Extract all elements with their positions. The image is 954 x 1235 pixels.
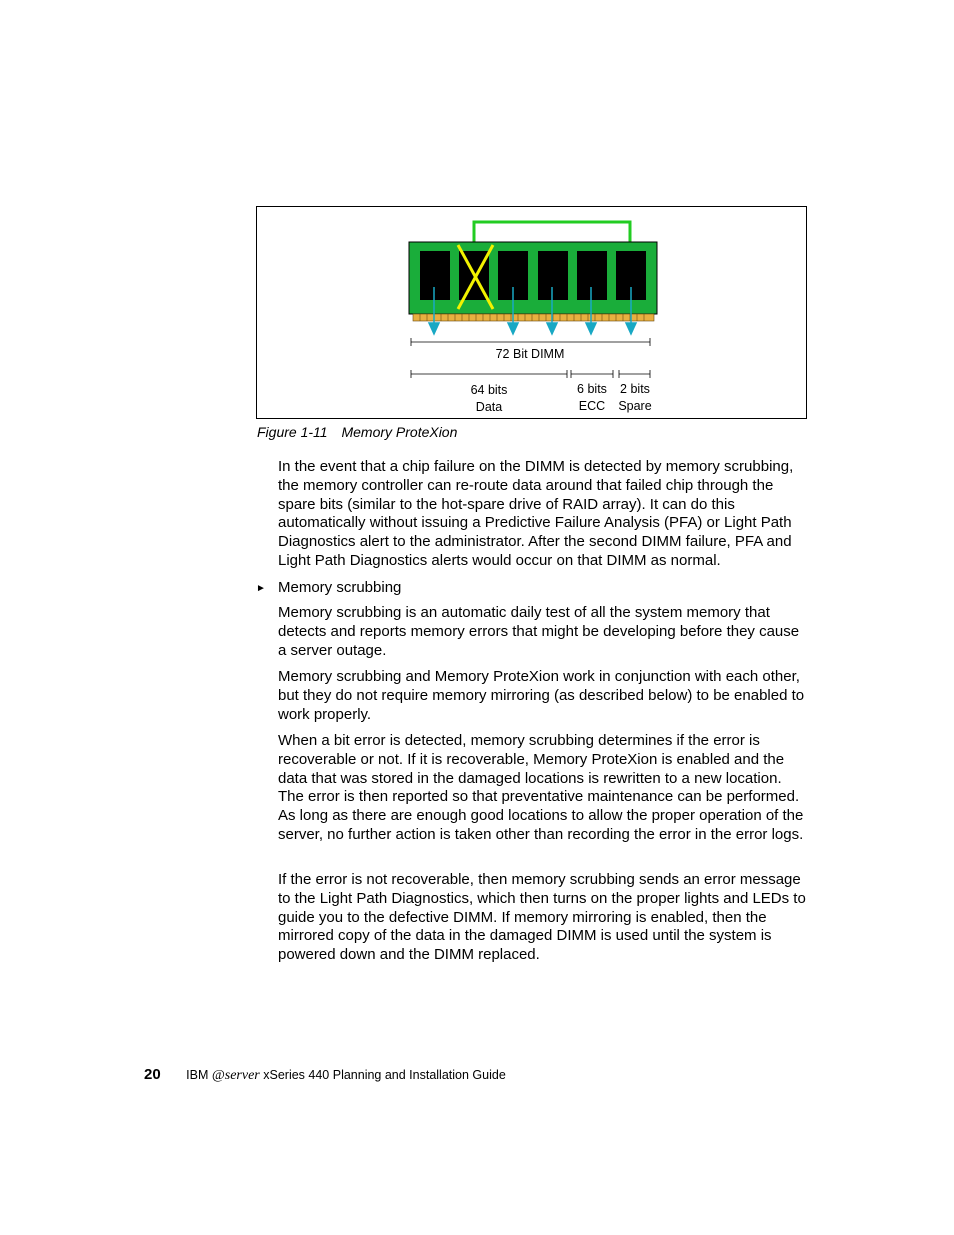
page-footer bbox=[144, 1066, 506, 1084]
memory-protexion-figure bbox=[256, 206, 807, 419]
data-bits-label: 64 bits bbox=[470, 383, 508, 397]
footer-brand: IBM bbox=[186, 1068, 209, 1082]
bullet-label: Memory scrubbing bbox=[278, 579, 402, 596]
memory-chip-4 bbox=[538, 251, 568, 300]
paragraph-text: Memory scrubbing and Memory ProteXion work in conjunction with each other, but they do not require memory mirroring (as described below) to be enabled to work properly. bbox=[278, 668, 805, 723]
spare-bits-label: 2 bits bbox=[620, 382, 650, 396]
figure-number: Figure 1-11 bbox=[257, 424, 328, 440]
paragraph-text: In the event that a chip failure on the DIMM is detected by memory scrubbing, the memory controller can re-route data around that failed chip through the spare bits (similar to the hot-spare drive of RAID array). It can do this automatically without issuing a Predictive Failure Analysis (PFA) or Light Path Diagnostics alert to the administrator. After the second DIMM failure, PFA and Light Path Diagnostics alerts would occur on that DIMM as normal. bbox=[278, 458, 794, 569]
data-name-label: Data bbox=[475, 400, 503, 414]
dimm-contacts bbox=[413, 314, 654, 321]
bullet-memory-scrubbing bbox=[256, 579, 401, 599]
paragraph-scrubbing-definition bbox=[278, 604, 810, 660]
paragraph-recoverable-error bbox=[278, 732, 810, 845]
page-number: 20 bbox=[144, 1066, 161, 1083]
footer-title: xSeries 440 Planning and Installation Guide bbox=[263, 1068, 506, 1082]
ecc-bits-label: 6 bits bbox=[577, 382, 607, 396]
paragraph-text: When a bit error is detected, memory scrubbing determines if the error is recoverable or not. If it is recoverable, Memory ProteXion is enabled and the data that was stored in the damaged locations is rewritten to a new location. The error is then reported so that preventative maintenance can be performed. As long as there are enough good locations to allow the proper operation of the server, no further action is taken other than recording the error in the error logs. bbox=[278, 732, 804, 843]
memory-chip-1 bbox=[420, 251, 450, 300]
figure-caption bbox=[257, 424, 457, 440]
spare-name-label: Spare bbox=[618, 399, 652, 413]
dimm-size-label: 72 Bit DIMM bbox=[495, 347, 565, 361]
paragraph-text: If the error is not recoverable, then memory scrubbing sends an error message to the Light Path Diagnostics, which then turns on the proper lights and LEDs to guide you to the defective DIMM. If memory mirroring is enabled, then the mirrored copy of the data in the damaged DIMM is used until the system is powered down and the DIMM replaced. bbox=[278, 871, 806, 964]
figure-title: Memory ProteXion bbox=[341, 424, 458, 440]
dimm-diagram bbox=[257, 207, 808, 420]
paragraph-unrecoverable-error bbox=[278, 871, 810, 965]
paragraph-conjunction bbox=[278, 668, 810, 724]
paragraph-text: Memory scrubbing is an automatic daily test of all the system memory that detects and reports memory errors that might be developing before they cause a server outage. bbox=[278, 604, 800, 659]
bullet-arrow-icon: ► bbox=[256, 583, 266, 594]
memory-chip-5 bbox=[577, 251, 607, 300]
ecc-name-label: ECC bbox=[578, 399, 606, 413]
paragraph-chip-failure bbox=[278, 458, 810, 571]
footer-eserver-logo: @server bbox=[211, 1068, 260, 1083]
